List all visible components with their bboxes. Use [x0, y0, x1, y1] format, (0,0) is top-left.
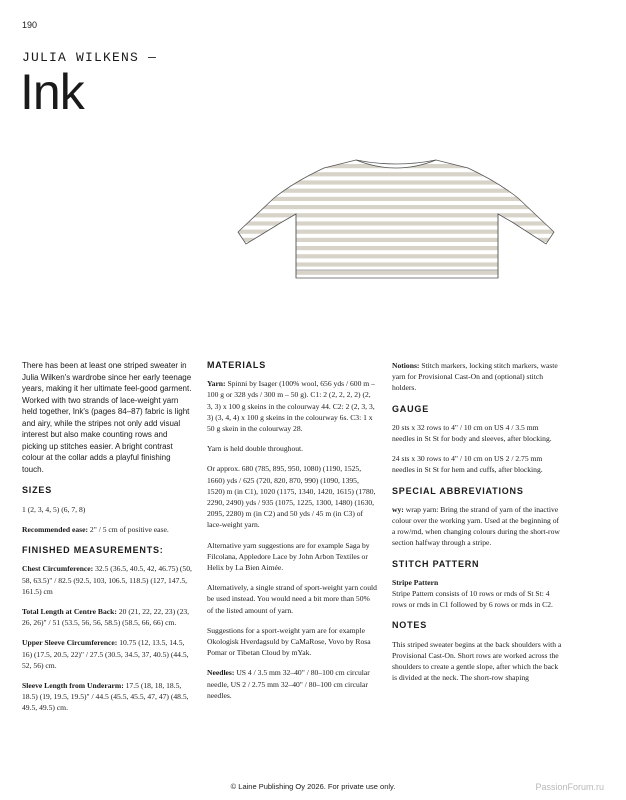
sizes-values: 1 (2, 3, 4, 5) (6, 7, 8) — [22, 504, 86, 514]
sweater-stripe — [236, 246, 556, 250]
sweater-illustration — [236, 150, 556, 290]
yarn-info: Yarn: Spinni by Isager (100% wool, 656 yds / 600 m – 100 g or 328 yds / 300 m – 50 g). C1: 2 (2, 2, 2, 2) (2, 3, 3) x 100 g skeins in the colourway 44. C2: 2 (2, 3, 3, 3) (3, 4, 4) x 100 g skeins in the colourway 6s. C3: 1 x 50 g skein in the colourway 28. — [207, 379, 375, 434]
single-strand-note: Alternatively, a single strand of sport-weight yarn could be used instead. You would need a bit more than 50% of the listed amount of yarn. — [207, 583, 377, 615]
notes-heading: NOTES — [392, 620, 428, 631]
sweater-stripe — [236, 271, 556, 275]
finished-measurements-heading: FINISHED MEASUREMENTS: — [22, 544, 164, 555]
sweater-stripe — [236, 205, 556, 209]
abbreviation-wy: wy: wrap yarn: Bring the strand of yarn of the inactive colour over the working yarn. Used at the beginning of a row/rnd, when changing colours during the short-row section halfway through a stripe. — [392, 504, 560, 548]
sweater-stripe — [236, 230, 556, 234]
yarn-held-double: Yarn is held double throughout. — [207, 444, 304, 454]
sweater-stripe — [236, 221, 556, 225]
gauge-body: 20 sts x 32 rows to 4" / 10 cm on US 4 / 3.5 mm needles in St St for body and sleeves, after blocking. — [392, 422, 552, 444]
chest-circumference: Chest Circumference: 32.5 (36.5, 40.5, 42, 46.75) (50, 58, 63.5)" / 82.5 (92.5, 103, 106.5, 118.5) (127, 147.5, 161.5) cm — [22, 564, 192, 596]
abbreviations-heading: SPECIAL ABBREVIATIONS — [392, 485, 524, 496]
sweater-stripe — [236, 238, 556, 242]
author-name: JULIA WILKENS — — [22, 50, 158, 65]
alt-yarn: Alternative yarn suggestions are for example Saga by Filcolana, Appledore Lace by John Arbon Textiles or Helix by La Bien Aimée. — [207, 540, 370, 573]
sweater-stripe — [236, 197, 556, 201]
sleeve-length: Sleeve Length from Underarm: 17.5 (18, 18, 18.5, 18.5) (19, 19.5, 19.5)" / 44.5 (45.5, 45.5, 47, 47) (48.5, 49.5, 49.5) cm. — [22, 681, 189, 713]
column-right — [392, 360, 562, 692]
yarn-amounts: Or approx. 680 (785, 895, 950, 1080) (1190, 1525, 1660) yds / 625 (720, 820, 870, 990) (1090, 1395, 1520) m (in C1), 1020 (1175, 1340, 1420, 1615) (1780, 2290, 2490) yds / 935 (1075, 1225, 1300, 1480) (1630, 2095, 2280) m (in C2) and 50 yds / 45 m (in C3) of lace-weight yarn. — [207, 464, 376, 530]
sweater-stripe — [236, 213, 556, 217]
sweater-stripe — [236, 279, 556, 283]
needles-info: Needles: US 4 / 3.5 mm 32–40" / 80–100 cm circular needle, US 2 / 2.75 mm 32–40" / 80–100 cm circular needles. — [207, 668, 370, 700]
notions-info: Notions: Stitch markers, locking stitch markers, waste yarn for Provisional Cast-On and (optional) stitch holders. — [392, 361, 558, 393]
copyright-footer: © Laine Publishing Oy 2026. For private use only. — [230, 782, 396, 791]
upper-sleeve-circumference: Upper Sleeve Circumference: 10.75 (12, 13.5, 14.5, 16) (17.5, 20.5, 22)" / 27.5 (30.5, 34.5, 37, 40.5) (44.5, 52, 56) cm. — [22, 638, 189, 670]
watermark: PassionForum.ru — [535, 782, 604, 792]
recommended-ease: Recommended ease: 2" / 5 cm of positive ease. — [22, 524, 169, 534]
stitch-pattern-heading: STITCH PATTERN — [392, 558, 480, 569]
column-middle — [207, 360, 377, 710]
sport-weight-suggestions: Suggestions for a sport-weight yarn are for example Okologisk Hverdagsuld by CaMaRose, Vovo by Rosa Pomar or Tibetan Cloud by mYak. — [207, 625, 371, 658]
total-length: Total Length at Centre Back: 20 (21, 22, 22, 23) (23, 26, 26)" / 51 (53.5, 56, 56, 58.5) (58.5, 66, 66) cm. — [22, 607, 190, 628]
sweater-stripe — [236, 172, 556, 176]
sweater-stripe — [236, 180, 556, 184]
notes-text: This striped sweater begins at the back shoulders with a Provisional Cast-On. Short rows are worked across the shoulders to create a gentle slope, after which the back is divided at the neck. The short-row shaping — [392, 639, 562, 683]
column-left — [22, 360, 192, 723]
gauge-heading: GAUGE — [392, 403, 430, 414]
pattern-title: Ink — [20, 64, 84, 120]
sweater-stripe — [236, 262, 556, 266]
stripe-pattern: Stripe Pattern Stripe Pattern consists of 10 rows or rnds of St St: 4 rows or rnds in C1 followed by 6 rows or rnds in C2. — [392, 577, 553, 610]
intro-text: There has been at least one striped sweater in Julia Wilken's wardrobe since her early teenage years, making it her ultimate feel-good garment. Worked with two strands of lace-weight yarn held together, Ink's (pages 84–87) fabric is light and airy, while the stripes not only add visual interest but also make counting rows and picking up stitches easier. A bright contrast colour at the collar adds a playful finishing touch. — [22, 361, 192, 474]
sweater-stripe — [236, 254, 556, 258]
materials-heading: MATERIALS — [207, 360, 267, 370]
gauge-hem: 24 sts x 30 rows to 4" / 10 cm on US 2 / 2.75 mm needles in St St for hem and cuffs, after blocking. — [392, 454, 543, 475]
page-number: 190 — [22, 20, 38, 30]
sizes-heading: SIZES — [22, 485, 53, 495]
